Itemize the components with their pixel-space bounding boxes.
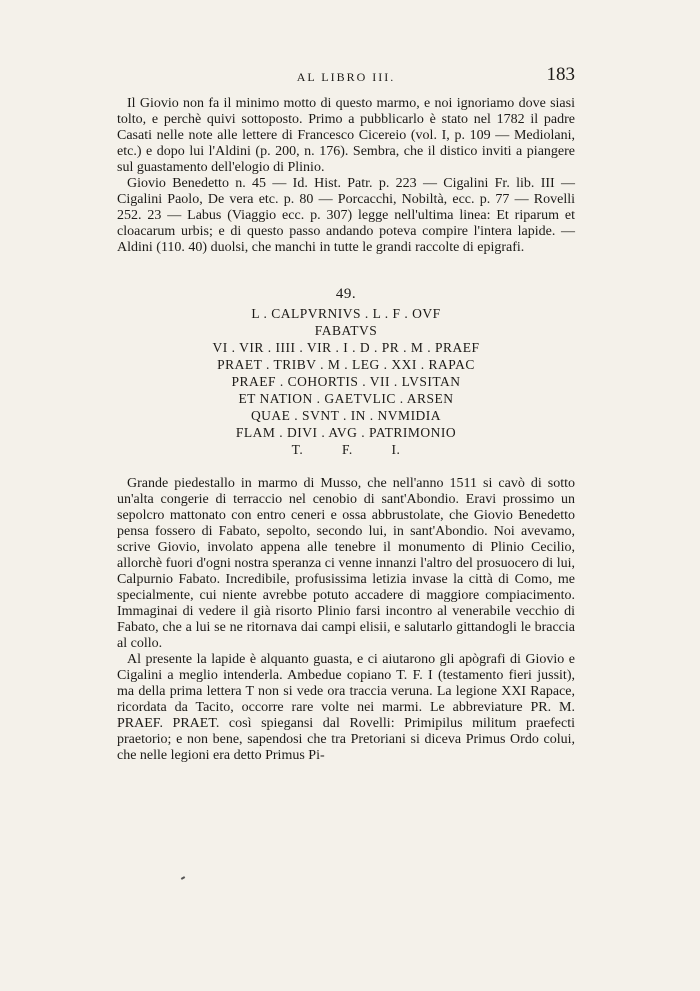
inscription-line: ET NATION . GAETVLIC . ARSEN	[238, 391, 454, 406]
paragraph: Giovio Benedetto n. 45 — Id. Hist. Patr. p. 223 — Cigalini Fr. lib. III — Cigalini Paolo, De vera etc. p. 80 — Porcacchi, Nobiltà, ecc. p. 77 — Rovelli 252. 23 — Labus (Viaggio ecc. p. 307) legge nell'ultima linea: Et riparum et cloacarum urbis; e di questo passo andando poteva compire l'intera lapide. — Aldini (110. 40) duolsi, che manchi in tutte le grandi raccolte di epigrafi.	[117, 176, 575, 255]
page-number: 183	[546, 64, 575, 85]
inscription-line: FLAM . DIVI . AVG . PATRIMONIO	[235, 425, 457, 440]
inscription-line: PRAEF . COHORTIS . VII . LVSITAN	[231, 374, 461, 389]
running-head-title: AL LIBRO III.	[296, 70, 396, 84]
inscription	[117, 286, 575, 458]
inscription-number: 49.	[335, 286, 357, 302]
paragraph: Al presente la lapide è alquanto guasta, e ci aiutarono gli apògrafi di Giovio e Cigalini a meglio intenderla. Ambedue copiano T. F. I (testamento fieri jussit), ma della prima lettera T non si vede ora traccia veruna. La legione XXI Rapace, ricordata da Tacito, occorre rare volte nei marmi. Le abbreviature PR. M. PRAEF. PRAET. così spiegansi dal Rovelli: Primipilus militum praefecti praetorio; e non bene, sapendosi che tra Pretoriani si diceva Primus Ordo colui, che nelle legioni era detto Primus Pi-	[117, 652, 575, 763]
inscription-line: PRAET . TRIBV . M . LEG . XXI . RAPAC	[217, 357, 475, 372]
paragraph: Il Giovio non fa il minimo motto di questo marmo, e noi ignoriamo dove siasi tolto, e perchè quivi sottoposto. Primo a pubblicarlo è stato nel 1782 il padre Casati nelle note alle lettere di Francesco Cicereio (vol. I, p. 109 — Mediolani, etc.) e dopo lui l'Aldini (p. 200, n. 176). Sembra, che il distico inviti a piangere sul guastamento dell'elogio di Plinio.	[117, 96, 575, 175]
inscription-line: FABATVS	[314, 323, 378, 338]
inscription-line: QUAE . SVNT . IN . NVMIDIA	[250, 408, 442, 423]
paragraph: Grande piedestallo in marmo di Musso, che nell'anno 1511 si cavò di sotto un'alta congerie di terraccio nel cenobio di sant'Abondio. Eravi prossimo un sepolcro mattonato con entro ceneri e ossa abbrustolate, che Giovio Benedetto pensa fossero di Fabato, sepolto, secondo lui, in sant'Abondio. Noi avevamo, scrive Giovio, involato appena alle tenebre il monumento di Plinio Cecilio, allorchè fuori d'ogni nostra speranza ci venne innanzi l'altro del prosuocero di lui, Calpurnio Fabato. Incredibile, profusissima letizia invase la città di Como, me specialmente, cui niente avrebbe potuto accadere di maggiore compiacimento. Immaginai di vedere il già risorto Plinio farsi incontro al venerabile vecchio di Fabato, che a lui se ne ritornava dai campi elisii, e salutarlo gittandogli le braccia al collo.	[117, 476, 575, 651]
running-head	[117, 64, 575, 92]
commentary-bottom	[117, 476, 575, 764]
inscription-line: T. F. I.	[291, 442, 401, 457]
book-page	[117, 64, 575, 764]
inscription-line: L . CALPVRNIVS . L . F . OVF	[251, 306, 441, 321]
ink-fleck	[181, 876, 185, 880]
inscription-line: VI . VIR . IIII . VIR . I . D . PR . M . PRAEF	[212, 340, 480, 355]
commentary-top	[117, 96, 575, 256]
